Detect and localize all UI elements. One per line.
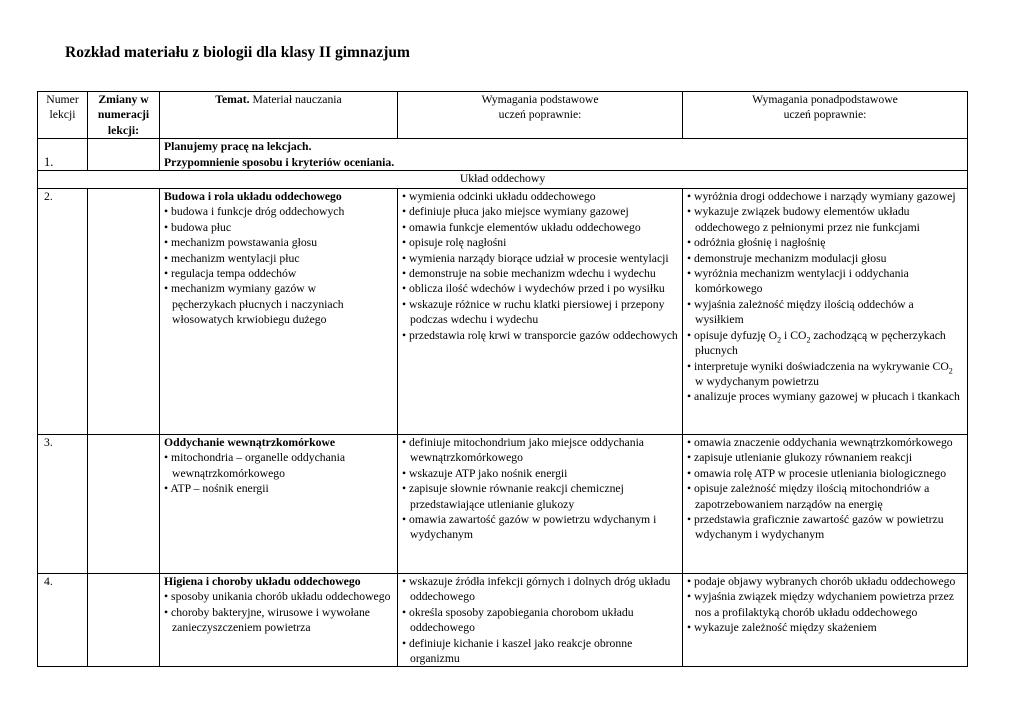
requirement-item: • analizuje proces wymiany gazowej w płucach i tkankach (687, 389, 963, 404)
requirement-item: • określa sposoby zapobiegania chorobom układu oddechowego (402, 605, 678, 636)
header-topic: Temat. Materiał nauczania (160, 92, 398, 139)
basic-requirements-cell (398, 435, 683, 574)
table-row (38, 139, 968, 171)
requirement-item: • przedstawia rolę krwi w transporcie gazów oddechowych (402, 328, 678, 343)
topic-item: • mechanizm powstawania głosu (164, 235, 393, 250)
requirement-item: • omawia rolę ATP w procesie utleniania biologicznego (687, 466, 963, 481)
requirement-item: • zapisuje słownie równanie reakcji chemicznej przedstawiające utlenianie glukozy (402, 481, 678, 512)
numbering-change-cell (88, 139, 160, 171)
lesson-number: 3. (38, 435, 88, 574)
requirement-item: • wyróżnia mechanizm wentylacji i oddychania komórkowego (687, 266, 963, 297)
requirement-item: • wymienia odcinki układu oddechowego (402, 189, 678, 204)
advanced-requirements-cell (683, 189, 968, 435)
section-row (38, 171, 968, 189)
requirement-item: • wymienia narządy biorące udział w procesie wentylacji (402, 251, 678, 266)
intro-topic: Planujemy pracę na lekcjach. Przypomnienie sposobu i kryteriów oceniania. (160, 139, 968, 171)
header-advanced-requirements: Wymagania ponadpodstawowe uczeń poprawnie: (683, 92, 968, 139)
section-title: Układ oddechowy (38, 171, 968, 189)
basic-requirements-cell (398, 189, 683, 435)
numbering-change-cell (88, 189, 160, 435)
table-header-row (38, 92, 968, 139)
lesson-title: Budowa i rola układu oddechowego (164, 190, 342, 204)
table-row (38, 574, 968, 667)
requirement-item: • wykazuje zależność między skażeniem (687, 620, 963, 635)
requirement-item: • wyróżnia drogi oddechowe i narządy wymiany gazowej (687, 189, 963, 204)
requirement-item: • wskazuje różnice w ruchu klatki piersiowej i przepony podczas wdechu i wydechu (402, 297, 678, 328)
lesson-title: Oddychanie wewnątrzkomórkowe (164, 436, 336, 450)
numbering-change-cell (88, 435, 160, 574)
header-lesson-number: Numer lekcji (38, 92, 88, 139)
lesson-number: 4. (38, 574, 88, 667)
curriculum-table (37, 91, 968, 667)
requirement-item: • definiuje mitochondrium jako miejsce oddychania wewnątrzkomórkowego (402, 435, 678, 466)
topic-item: • sposoby unikania chorób układu oddechowego (164, 589, 393, 604)
requirement-item: • oblicza ilość wdechów i wydechów przed i po wysiłku (402, 281, 678, 296)
requirement-item: • przedstawia graficznie zawartość gazów w powietrzu wdychanym i wydychanym (687, 512, 963, 543)
topic-item: • ATP – nośnik energii (164, 481, 393, 496)
requirement-item: • wskazuje źródła infekcji górnych i dolnych dróg układu oddechowego (402, 574, 678, 605)
document-title: Rozkład materiału z biologii dla klasy II gimnazjum (65, 44, 410, 61)
lesson-number: 2. (38, 189, 88, 435)
requirement-item: • definiuje płuca jako miejsce wymiany gazowej (402, 204, 678, 219)
requirement-item: • podaje objawy wybranych chorób układu oddechowego (687, 574, 963, 589)
topic-item: • mitochondria – organelle oddychania wewnątrzkomórkowego (164, 450, 393, 481)
topic-item: • budowa i funkcje dróg oddechowych (164, 204, 393, 219)
advanced-requirements-cell (683, 574, 968, 667)
requirement-item: • omawia funkcje elementów układu oddechowego (402, 220, 678, 235)
topic-cell (160, 435, 398, 574)
topic-item: • mechanizm wentylacji płuc (164, 251, 393, 266)
requirement-item: • omawia zawartość gazów w powietrzu wdychanym i wydychanym (402, 512, 678, 543)
requirement-item: • zapisuje utlenianie glukozy równaniem reakcji (687, 450, 963, 465)
requirement-item: • definiuje kichanie i kaszel jako reakcje obronne organizmu (402, 636, 678, 667)
requirement-item: • demonstruje na sobie mechanizm wdechu i wydechu (402, 266, 678, 281)
requirement-item: • opisuje zależność między ilością mitochondriów a zapotrzebowaniem narządów na energię (687, 481, 963, 512)
basic-requirements-cell (398, 574, 683, 667)
header-numbering-changes: Zmiany w numeracji lekcji: (88, 92, 160, 139)
table-row (38, 189, 968, 435)
requirement-item: • odróżnia głośnię i nagłośnię (687, 235, 963, 250)
lesson-title: Higiena i choroby układu oddechowego (164, 575, 361, 589)
requirement-item: • wykazuje związek budowy elementów układu oddechowego z pełnionymi przez nie funkcjami (687, 204, 963, 235)
requirement-item: • wyjaśnia związek między wdychaniem powietrza przez nos a profilaktyką chorób układu oddechowego (687, 589, 963, 620)
numbering-change-cell (88, 574, 160, 667)
lesson-number: 1. (38, 139, 88, 171)
topic-item: • regulacja tempa oddechów (164, 266, 393, 281)
topic-cell (160, 574, 398, 667)
requirement-item: • omawia znaczenie oddychania wewnątrzkomórkowego (687, 435, 963, 450)
topic-item: • mechanizm wymiany gazów w pęcherzykach płucnych i naczyniach włosowatych krwiobiegu dużego (164, 281, 393, 327)
topic-item: • choroby bakteryjne, wirusowe i wywołane zanieczyszczeniem powietrza (164, 605, 393, 636)
topic-cell (160, 189, 398, 435)
requirement-item: • opisuje dyfuzję $O_2$ i $CO_2$ zachodzącą w pęcherzykach płucnych (687, 328, 963, 359)
requirement-item: • interpretuje wyniki doświadczenia na wykrywanie $CO_2$ w wydychanym powietrzu (687, 359, 963, 390)
requirement-item: • wskazuje ATP jako nośnik energii (402, 466, 678, 481)
table-row (38, 435, 968, 574)
advanced-requirements-cell (683, 435, 968, 574)
header-basic-requirements: Wymagania podstawowe uczeń poprawnie: (398, 92, 683, 139)
requirement-item: • opisuje rolę nagłośni (402, 235, 678, 250)
topic-item: • budowa płuc (164, 220, 393, 235)
requirement-item: • wyjaśnia zależność między ilością oddechów a wysiłkiem (687, 297, 963, 328)
requirement-item: • demonstruje mechanizm modulacji głosu (687, 251, 963, 266)
